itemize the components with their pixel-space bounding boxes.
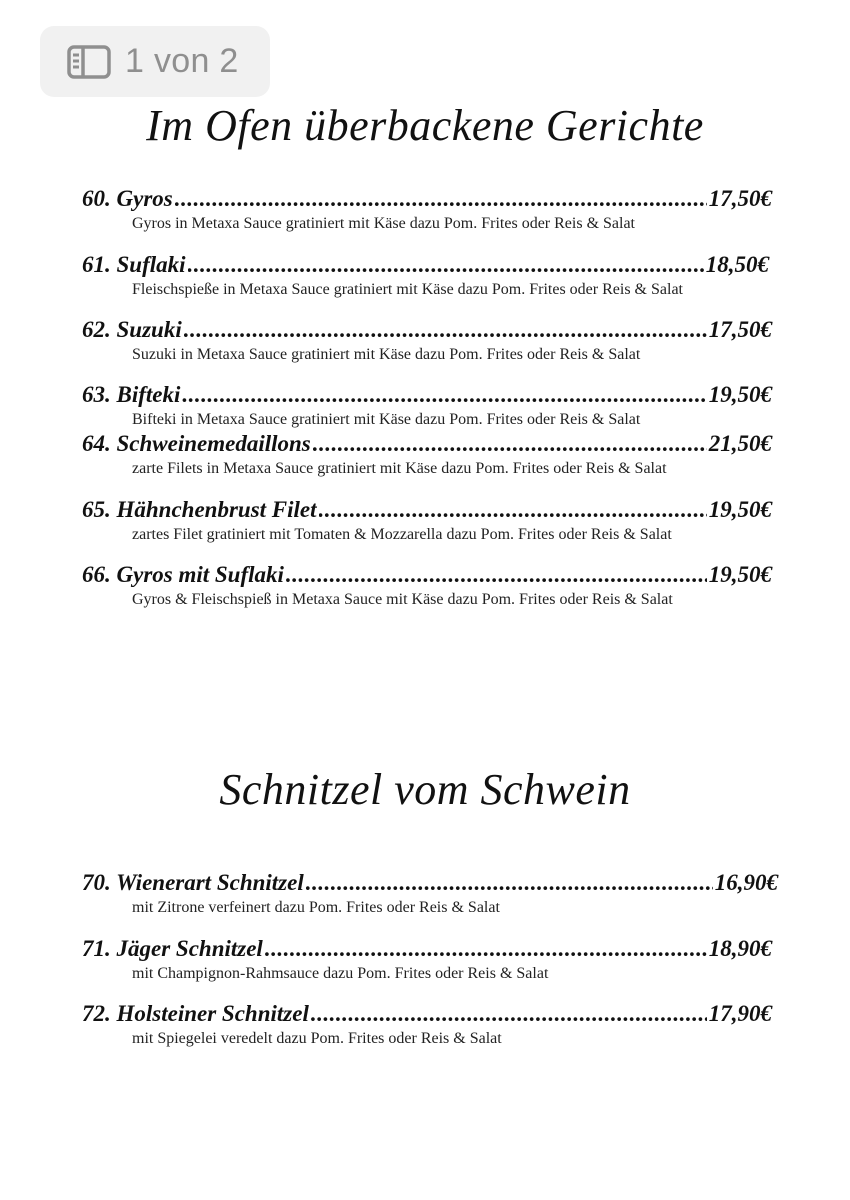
menu-item (82, 317, 772, 365)
item-price: 18,50€ (705, 252, 769, 277)
item-price: 21,50€ (708, 431, 772, 456)
item-description: zarte Filets in Metaxa Sauce gratiniert mit Käse dazu Pom. Frites oder Reis & Salat (132, 460, 667, 477)
menu-item (82, 382, 772, 430)
item-name: 61. Suflaki (82, 252, 186, 277)
menu-item (82, 186, 772, 234)
item-name: 72. Holsteiner Schnitzel (82, 1001, 309, 1026)
menu-item (82, 1001, 772, 1049)
item-description: zartes Filet gratiniert mit Tomaten & Mozzarella dazu Pom. Frites oder Reis & Salat (132, 526, 672, 543)
item-price: 19,50€ (708, 382, 772, 407)
item-description: Fleischspieße in Metaxa Sauce gratiniert mit Käse dazu Pom. Frites oder Reis & Salat (132, 281, 683, 298)
menu-item (82, 870, 778, 918)
item-name: 65. Hähnchenbrust Filet (82, 497, 317, 522)
page-indicator-text: 1 von 2 (125, 42, 239, 80)
item-description: Gyros in Metaxa Sauce gratiniert mit Käse dazu Pom. Frites oder Reis & Salat (132, 215, 635, 232)
section-title: Schnitzel vom Schwein (219, 765, 631, 814)
item-description: mit Champignon-Rahmsauce dazu Pom. Frites oder Reis & Salat (132, 965, 549, 982)
item-price: 18,90€ (708, 936, 772, 961)
dot-leader (175, 186, 707, 212)
page-indicator[interactable] (40, 26, 270, 97)
section-title: Im Ofen überbackene Gerichte (146, 101, 704, 150)
dot-leader (306, 870, 713, 896)
dot-leader (311, 1001, 707, 1027)
item-price: 19,50€ (708, 562, 772, 587)
item-price: 19,50€ (708, 497, 772, 522)
item-name: 70. Wienerart Schnitzel (82, 870, 304, 895)
menu-item (82, 431, 772, 479)
item-description: Gyros & Fleischspieß in Metaxa Sauce mit Käse dazu Pom. Frites oder Reis & Salat (132, 591, 673, 608)
item-description: mit Zitrone verfeinert dazu Pom. Frites oder Reis & Salat (132, 899, 500, 916)
item-price: 17,90€ (708, 1001, 772, 1026)
menu-item (82, 497, 772, 545)
item-name: 64. Schweinemedaillons (82, 431, 311, 456)
dot-leader (319, 497, 707, 523)
dot-leader (265, 936, 707, 962)
item-price: 16,90€ (714, 870, 778, 895)
menu-item (82, 562, 772, 610)
dot-leader (184, 317, 707, 343)
item-description: Bifteki in Metaxa Sauce gratiniert mit Käse dazu Pom. Frites oder Reis & Salat (132, 411, 641, 428)
item-name: 71. Jäger Schnitzel (82, 936, 263, 961)
menu-item (82, 936, 772, 984)
dot-leader (182, 382, 706, 408)
item-name: 62. Suzuki (82, 317, 182, 342)
item-name: 60. Gyros (82, 186, 173, 211)
item-description: Suzuki in Metaxa Sauce gratiniert mit Käse dazu Pom. Frites oder Reis & Salat (132, 346, 641, 363)
item-name: 66. Gyros mit Suflaki (82, 562, 284, 587)
item-price: 17,50€ (708, 186, 772, 211)
item-description: mit Spiegelei veredelt dazu Pom. Frites oder Reis & Salat (132, 1030, 502, 1047)
item-name: 63. Bifteki (82, 382, 181, 407)
sidebar-icon (67, 45, 111, 79)
dot-leader (188, 252, 704, 278)
item-price: 17,50€ (708, 317, 772, 342)
dot-leader (286, 562, 707, 588)
dot-leader (313, 431, 707, 457)
menu-item (82, 252, 772, 300)
